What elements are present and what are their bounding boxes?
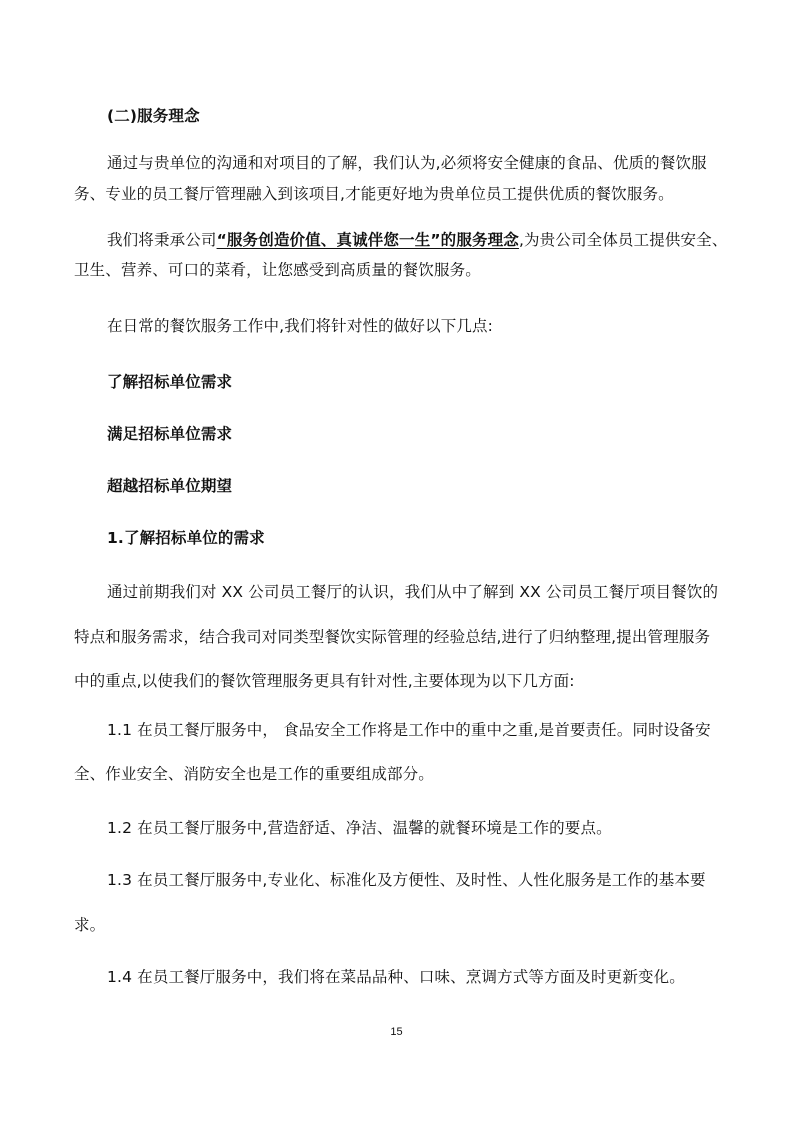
- item-1-3-line-1: 1.3 在员工餐厅服务中,专业化、标准化及方便性、及时性、人性化服务是工作的基本要: [107, 871, 706, 889]
- paragraph-3: 在日常的餐饮服务工作中,我们将针对性的做好以下几点:: [107, 317, 494, 335]
- paragraph-1-line-2: 务、专业的员工餐厅管理融入到该项目,才能更好地为贵单位员工提供优质的餐饮服务。: [74, 185, 674, 203]
- page-number: 15: [390, 1026, 403, 1038]
- point-1: 了解招标单位需求: [107, 373, 233, 391]
- paragraph-2-prefix: 我们将秉承公司: [107, 231, 217, 249]
- section-heading: (二)服务理念: [107, 107, 200, 125]
- subheading: 1.了解招标单位的需求: [107, 529, 265, 547]
- item-1-1-line-1: 1.1 在员工餐厅服务中， 食品安全工作将是工作中的重中之重,是首要责任。同时设备安: [107, 721, 711, 739]
- point-3: 超越招标单位期望: [107, 477, 233, 495]
- paragraph-2-suffix: ,为贵公司全体员工提供安全、: [518, 231, 728, 249]
- paragraph-2-line-1: [107, 230, 727, 250]
- paragraph-4-line-3: 中的重点,以使我们的餐饮管理服务更具有针对性,主要体现为以下几方面:: [74, 672, 575, 690]
- paragraph-1-line-1: 通过与贵单位的沟通和对项目的了解，我们认为,必须将安全健康的食品、优质的餐饮服: [107, 154, 707, 172]
- paragraph-4-line-2: 特点和服务需求，结合我司对同类型餐饮实际管理的经验总结,进行了归纳整理,提出管理服务: [74, 628, 711, 646]
- service-philosophy-emphasis: “服务创造价值、真诚伴您一生”的服务理念: [216, 231, 519, 249]
- item-1-2: 1.2 在员工餐厅服务中,营造舒适、净洁、温馨的就餐环境是工作的要点。: [107, 819, 612, 837]
- item-1-3-line-2: 求。: [74, 916, 106, 934]
- item-1-1-line-2: 全、作业安全、消防安全也是工作的重要组成部分。: [74, 765, 434, 783]
- paragraph-2-line-2: 卫生、营养、可口的菜肴，让您感受到高质量的餐饮服务。: [74, 261, 481, 279]
- paragraph-4-line-1: 通过前期我们对 XX 公司员工餐厅的认识，我们从中了解到 XX 公司员工餐厅项目餐饮的: [107, 583, 719, 601]
- item-1-4: 1.4 在员工餐厅服务中，我们将在菜品品种、口味、烹调方式等方面及时更新变化。: [107, 968, 685, 986]
- point-2: 满足招标单位需求: [107, 425, 233, 443]
